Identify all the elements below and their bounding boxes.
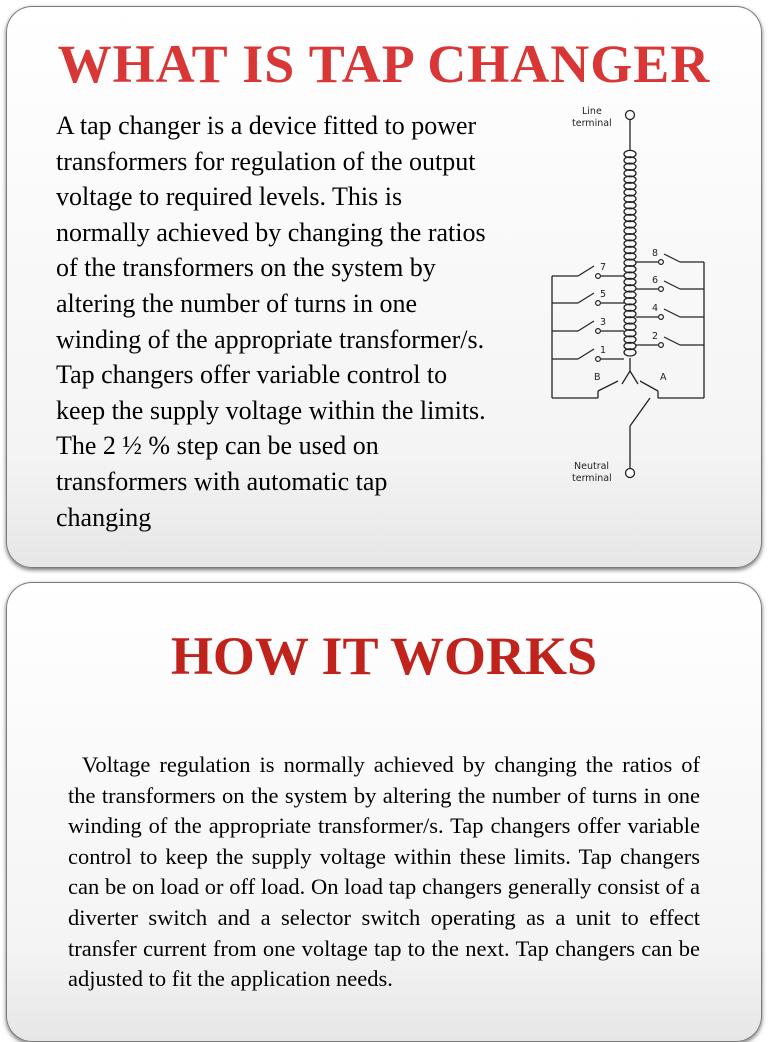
tap-label-7: 7 — [600, 262, 607, 273]
selector-label-a: A — [660, 372, 667, 383]
tap-changer-diagram — [538, 96, 738, 486]
tap-label-4: 4 — [652, 303, 659, 314]
slide-what-is-tap-changer — [6, 6, 762, 568]
slide-how-it-works — [6, 582, 762, 1042]
slide-title: HOW IT WORKS — [170, 626, 598, 686]
tap-label-1: 1 — [600, 345, 607, 356]
line-terminal-icon — [626, 111, 635, 120]
tap-label-5: 5 — [600, 289, 607, 300]
tap-label-8: 8 — [652, 248, 659, 259]
tap-label-2: 2 — [652, 331, 659, 342]
neutral-terminal-label: Neutral — [574, 461, 610, 472]
svg-text:terminal: terminal — [572, 473, 612, 484]
slide-title: WHAT IS TAP CHANGER — [57, 34, 711, 94]
slide-body-text: Voltage regulation is normally achieved by changing the ratios of the transformers on the system by altering the number of turns in one winding of the appropriate transformer/s. Tap changers offer variable control to keep the supply voltage within these limits. Tap changers can be on load or off load. On load tap changers generally consist of a diverter switch and a selector switch operating as a unit to effect transfer current from one voltage tap to the next. Tap changers can be adjusted to fit the application needs. — [68, 752, 700, 992]
svg-text:terminal: terminal — [572, 118, 612, 129]
tap-label-6: 6 — [652, 275, 659, 286]
selector-label-b: B — [594, 372, 601, 383]
line-terminal-label: Line — [582, 106, 602, 117]
neutral-terminal-icon — [626, 469, 635, 478]
slide-body-text: A tap changer is a device fitted to power transformers for regulation of the output voltage to required levels. This is normally achieved by changing the ratios of the transformers on the system by altering the number of turns in one winding of the appropriate transformer/s. Tap changers offer variable control to keep the supply voltage within the limits. The 2 ½ % step can be used on transformers with automatic tap changing — [56, 111, 486, 532]
transformer-coil-icon — [624, 150, 636, 356]
tap-label-3: 3 — [600, 317, 607, 328]
